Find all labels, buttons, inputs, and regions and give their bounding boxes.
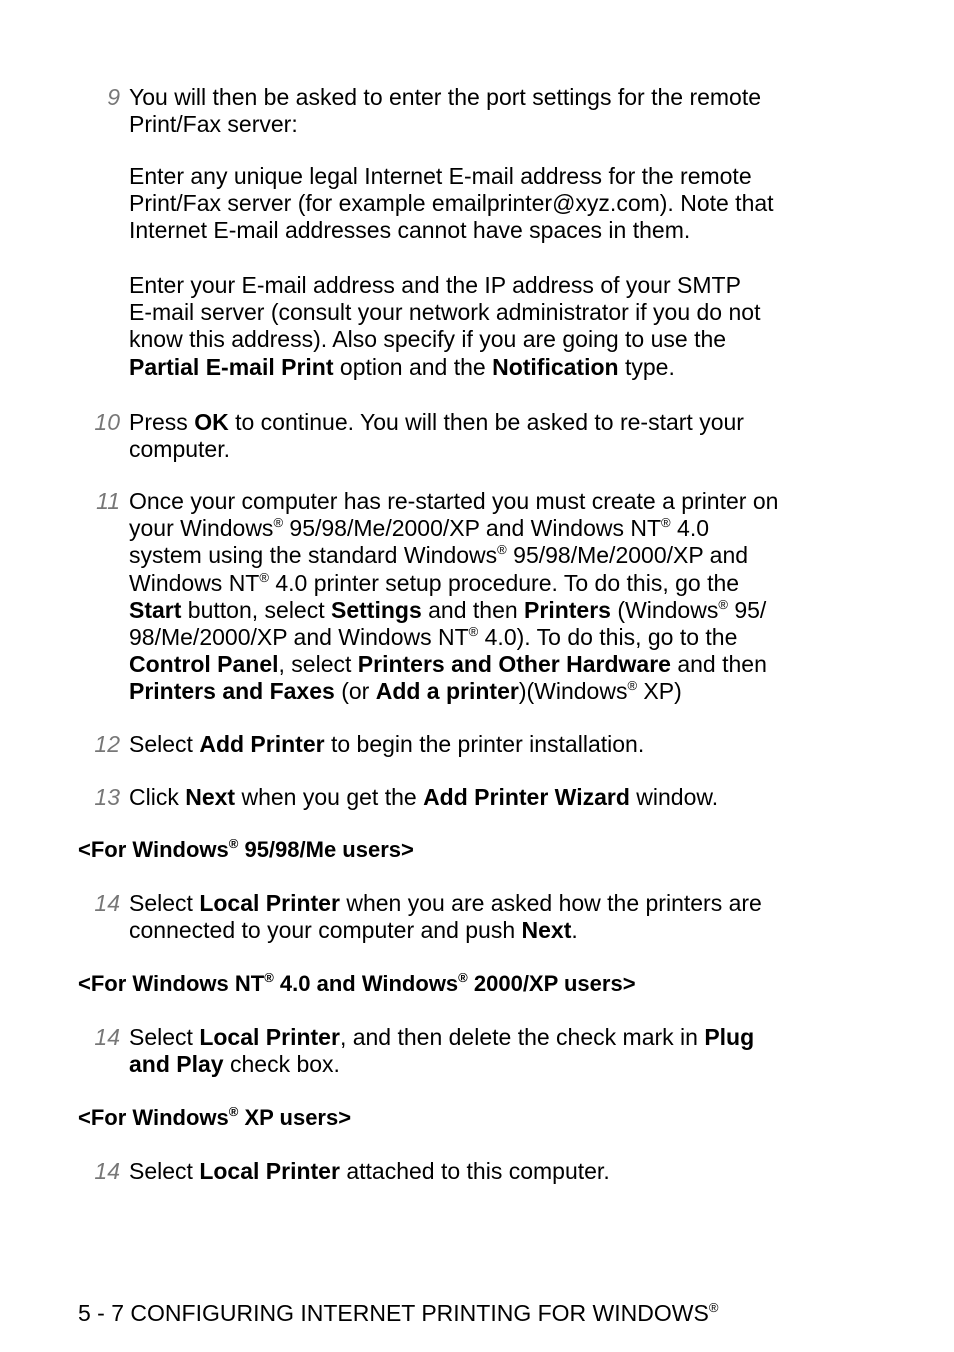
registered-mark: ® <box>627 678 638 694</box>
bold-term: Partial E-mail Print <box>129 353 334 380</box>
step-number: 14 <box>94 1158 120 1184</box>
section-heading-win9x: <For Windows® 95/98/Me users> <box>78 836 414 862</box>
bold-term: Local Printer <box>199 1024 340 1050</box>
registered-mark: ® <box>468 624 479 640</box>
section-heading-xp: <For Windows® XP users> <box>78 1104 352 1130</box>
step-number: 9 <box>107 84 120 110</box>
registered-mark: ® <box>264 970 274 985</box>
bold-term: Plug and Play <box>129 1024 755 1078</box>
registered-mark: ® <box>228 1104 239 1119</box>
step-11-paragraph: Once your computer has re-started you must create a printer on your Windows® 95/98/Me/2000/XP and Windows NT® 4.0 system using the standard Windows® 95/98/Me/2000/XP and Windows NT® 4.0 printer setup procedure. To do this, go the Start button, select Settings and then Printers (Windows® 95/ 98/Me/2000/XP and Windows NT® 4.0). To do this, go to the Control Panel, select Printers and Other Hardware and then Printers and Faxes (or Add a printer)(Windows® XP) <box>129 488 779 705</box>
step-14-nt-paragraph: Select Local Printer, and then delete the check mark in Plug and Play check box. <box>129 1024 755 1078</box>
bold-term: Next <box>185 784 236 810</box>
step-number: 11 <box>96 488 120 514</box>
page-footer: 5 - 7 CONFIGURING INTERNET PRINTING FOR WINDOWS® <box>78 1300 719 1326</box>
bold-term: Notification <box>492 353 619 380</box>
bold-term: Local Printer <box>199 890 340 916</box>
registered-mark: ® <box>273 515 284 531</box>
step-10-paragraph: Press OK to continue. You will then be asked to re-start your computer. <box>129 409 744 463</box>
bold-term: Next <box>521 917 572 944</box>
bold-term: Printers <box>524 596 611 623</box>
bold-term: OK <box>194 409 229 435</box>
step-14-xp-paragraph: Select Local Printer attached to this computer. <box>129 1158 610 1184</box>
registered-mark: ® <box>497 542 507 558</box>
registered-mark: ® <box>259 569 269 585</box>
step-9-paragraph-3: Enter your E-mail address and the IP address of your SMTP E-mail server (consult your network administrator if you do not know this address). Also specify if you are going to use the Partial E-mail Print option and the Notification type. <box>129 272 761 380</box>
section-heading-nt-2000-xp: <For Windows NT® 4.0 and Windows® 2000/XP users> <box>78 970 636 996</box>
step-9-paragraph-1: You will then be asked to enter the port settings for the remote Print/Fax server: <box>129 84 762 138</box>
bold-term: Settings <box>331 596 422 623</box>
registered-mark: ® <box>458 970 468 985</box>
registered-mark: ® <box>718 596 728 612</box>
bold-term: Local Printer <box>199 1158 340 1184</box>
bold-term: Printers and Faxes <box>129 678 335 705</box>
bold-term: Printers and Other Hardware <box>357 651 671 678</box>
registered-mark: ® <box>661 515 671 531</box>
step-14-win9x-paragraph: Select Local Printer when you are asked how the printers are connected to your computer and push Next. <box>129 890 762 944</box>
step-number: 14 <box>94 1024 120 1050</box>
bold-term: Control Panel <box>129 651 279 678</box>
registered-mark: ® <box>228 836 239 851</box>
step-number: 12 <box>94 731 120 757</box>
step-13-paragraph: Click Next when you get the Add Printer Wizard window. <box>129 784 719 810</box>
bold-term: Add a printer <box>375 678 519 705</box>
bold-term: Add Printer <box>199 731 325 757</box>
bold-term: Start <box>129 596 182 623</box>
step-number: 13 <box>94 784 120 810</box>
step-number: 10 <box>94 409 120 435</box>
step-number: 14 <box>94 890 120 916</box>
step-12-paragraph: Select Add Printer to begin the printer installation. <box>129 731 645 757</box>
step-9-paragraph-2: Enter any unique legal Internet E-mail address for the remote Print/Fax server (for example emailprinter@xyz.com). Note that Internet E-mail addresses cannot have spaces in them. <box>129 163 774 244</box>
registered-mark: ® <box>708 1300 719 1315</box>
bold-term: Add Printer Wizard <box>423 784 630 810</box>
